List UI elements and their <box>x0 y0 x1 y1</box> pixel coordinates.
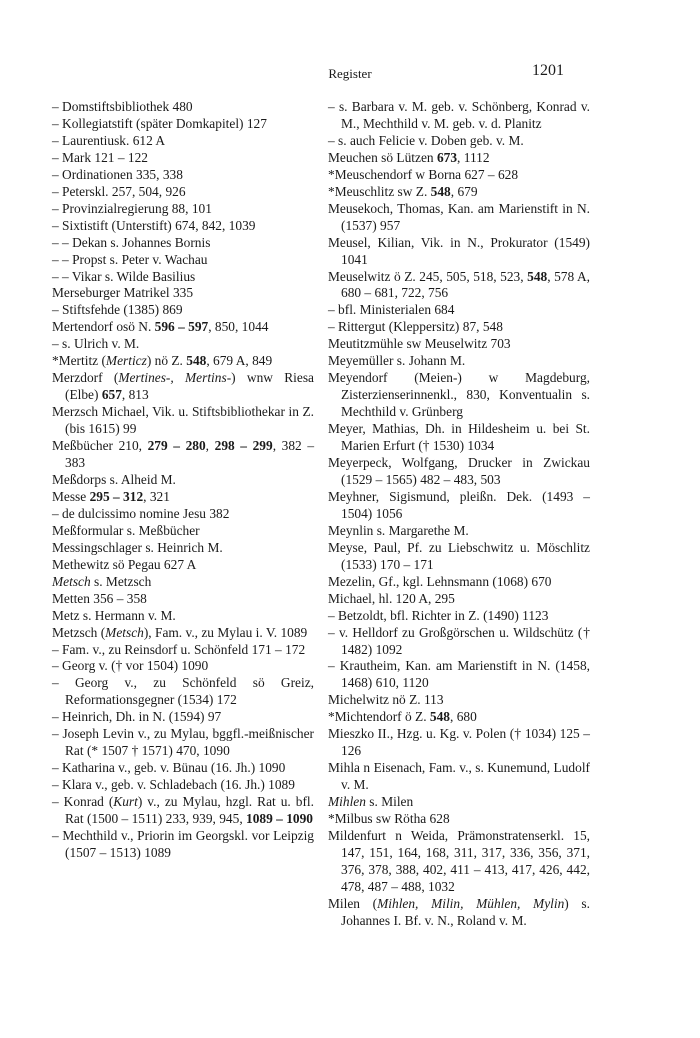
index-entry-text: – Heinrich, Dh. in N. (1594) 97 <box>52 709 222 725</box>
index-entry <box>52 726 314 760</box>
index-entry <box>52 658 314 675</box>
index-entry-text: Mezelin, Gf., kgl. Lehnsmann (1068) 670 <box>328 573 552 589</box>
index-entry-text: – Peterskl. 257, 504, 926 <box>52 183 186 199</box>
index-entry-text: – Klara v., geb. v. Schladebach (16. Jh.) 1089 <box>52 777 295 793</box>
index-entry-text: – Domstiftsbibliothek 480 <box>52 99 193 114</box>
index-entry-text: – Betzoldt, bfl. Richter in Z. (1490) 1123 <box>328 607 549 623</box>
index-entry <box>328 574 590 591</box>
page-number: 1201 <box>532 62 564 79</box>
index-column-right <box>328 99 590 930</box>
index-entry-text: Mihla n Eisenach, Fam. v., s. Kunemund, Ludolf v. M. <box>328 760 590 793</box>
index-entry-text: , 680 <box>450 709 477 725</box>
index-entry <box>328 184 590 201</box>
index-entry-text: Meyer, Mathias, Dh. in Hildesheim u. bei St. Marien Erfurt († 1530) 1034 <box>328 421 590 454</box>
index-entry <box>52 150 314 167</box>
index-entry-text: Metz s. Hermann v. M. <box>52 607 176 623</box>
index-column-left <box>52 99 314 862</box>
index-entry <box>52 319 314 336</box>
index-entry-text: – Laurentiusk. 612 A <box>52 132 166 148</box>
index-entry-text: Metsch <box>105 624 144 640</box>
index-entry <box>52 184 314 201</box>
index-entry-text: – – Dekan s. Johannes Bornis <box>52 234 211 250</box>
index-entry <box>328 370 590 421</box>
index-entry-text: – Georg v. († vor 1504) 1090 <box>52 658 209 674</box>
index-entry <box>52 285 314 302</box>
index-entry-text: Meuchen sö Lützen <box>328 149 437 165</box>
index-entry <box>52 336 314 353</box>
index-entry-text: Mertendorf osö N. <box>52 319 155 335</box>
index-entry-text: *Meuschendorf w Borna 627 – 628 <box>328 166 519 182</box>
index-entry <box>52 591 314 608</box>
index-entry <box>328 269 590 303</box>
index-entry-text: Meuselwitz ö Z. 245, 505, 518, 523, <box>328 268 528 284</box>
index-entry-text: Meynlin s. Margarethe M. <box>328 522 469 538</box>
index-entry <box>328 625 590 659</box>
index-entry-text: Meßformular s. Meßbücher <box>52 522 200 538</box>
index-entry <box>52 777 314 794</box>
index-entry-text: Kurt <box>113 794 138 810</box>
index-entry-text: Meyendorf (Meien-) w Magdeburg, Zisterzienserinnenkl., 830, Konventualin s. Mechthild v. Grünberg <box>328 370 590 420</box>
index-entry <box>328 235 590 269</box>
index-entry <box>52 675 314 709</box>
index-entry-text: 548 <box>527 268 548 284</box>
index-entry <box>328 201 590 235</box>
index-entry-text: 548 <box>186 353 207 369</box>
index-entry-text: Mihlen, Milin, Mühlen, Mylin <box>377 895 565 911</box>
index-entry <box>328 726 590 760</box>
index-entry <box>52 794 314 828</box>
index-entry-text: , 578 A, 680 – 681, 722, 756 <box>341 268 590 301</box>
index-entry-text: Merzdorf ( <box>52 370 119 386</box>
index-entry <box>52 252 314 269</box>
index-entry <box>328 608 590 625</box>
index-entry <box>52 99 314 116</box>
index-entry <box>52 574 314 591</box>
index-entry <box>328 133 590 150</box>
index-entry-text: Mildenfurt n Weida, Prämonstratenserkl. 15, 147, 151, 164, 168, 311, 317, 336, 356, 371, 376, 378, 388, 402, 411 – 413, 417, 426, 442, 478, 487 – 488, 1032 <box>328 827 590 894</box>
index-entry-text: – Provinzialregierung 88, 101 <box>52 200 212 216</box>
index-entry <box>328 99 590 133</box>
index-entry-text: – s. Barbara v. M. geb. v. Schönberg, Konrad v. M., Mechthild v. M. geb. v. d. Planitz <box>328 99 590 131</box>
index-entry-text: – Katharina v., geb. v. Bünau (16. Jh.) 1090 <box>52 760 286 776</box>
index-entry-text: – Georg v., zu Schönfeld sö Greiz, Reformationsgegner (1534) 172 <box>52 675 314 708</box>
index-entry-text: ) s. Johannes I. Bf. v. N., Roland v. M. <box>341 895 590 928</box>
index-entry-text: Merticz <box>105 353 147 369</box>
index-entry-text: , 850, 1044 <box>208 319 269 335</box>
index-entry-text: 295 – 312 <box>89 488 144 504</box>
index-entry-text: Meutitzmühle sw Meuselwitz 703 <box>328 336 511 352</box>
index-entry-text: 1089 – 1090 <box>246 811 313 827</box>
index-entry-text: – bfl. Ministerialen 684 <box>328 302 455 318</box>
index-entry-text: Methewitz sö Pegau 627 A <box>52 556 197 572</box>
index-entry-text: Michelwitz nö Z. 113 <box>328 692 444 708</box>
index-entry-text: , 1112 <box>457 149 490 165</box>
index-entry <box>52 489 314 506</box>
index-entry-text: s. Milen <box>365 794 414 810</box>
index-entry-text: Meusel, Kilian, Vik. in N., Prokurator (1549) 1041 <box>328 234 590 267</box>
index-entry-text: – Sixtistift (Unterstift) 674, 842, 1039 <box>52 217 256 233</box>
index-entry-text: Meßdorps s. Alheid M. <box>52 471 176 487</box>
index-entry-text: Mihlen <box>328 794 366 810</box>
index-entry-text: – Mechthild v., Priorin im Georgskl. vor Leipzig (1507 – 1513) 1089 <box>52 827 314 860</box>
index-entry <box>52 506 314 523</box>
index-entry-text: Metsch <box>52 573 91 589</box>
index-entry <box>328 658 590 692</box>
index-entry-text: – Mark 121 – 122 <box>52 149 148 165</box>
index-entry-text: Meyemüller s. Johann M. <box>328 353 466 369</box>
index-entry-text: , 679 <box>450 183 478 199</box>
index-entry-text: , 321 <box>143 488 170 504</box>
index-entry <box>52 235 314 252</box>
index-entry <box>52 370 314 404</box>
index-entry <box>328 828 590 896</box>
index-entry <box>52 116 314 133</box>
index-entry-text: – Ordinationen 335, 338 <box>52 166 183 182</box>
index-entry <box>328 709 590 726</box>
index-entry <box>328 353 590 370</box>
index-entry-text: 596 – 597 <box>154 319 209 335</box>
index-entry-text: Merseburger Matrikel 335 <box>52 285 194 301</box>
index-entry-text: – Kollegiatstift (später Domkapitel) 127 <box>52 115 267 131</box>
index-entry-text: ) v., zu Mylau, hzgl. Rat u. bfl. Rat (1500 – 1511) 233, 939, 945, <box>65 794 314 827</box>
index-entry <box>328 167 590 184</box>
index-entry <box>52 167 314 184</box>
index-entry <box>328 150 590 167</box>
index-entry <box>52 472 314 489</box>
index-entry <box>52 404 314 438</box>
index-entry <box>52 302 314 319</box>
index-entry <box>52 828 314 862</box>
index-entry-text: Messingschlager s. Heinrich M. <box>52 539 223 555</box>
index-entry <box>52 642 314 659</box>
index-entry <box>52 269 314 286</box>
index-entry-text: – Joseph Levin v., zu Mylau, bggfl.-meißnischer Rat (* 1507 † 1571) 470, 1090 <box>52 726 314 759</box>
index-entry <box>328 811 590 828</box>
index-entry-text: – v. Helldorf zu Großgörschen u. Wildschütz († 1482) 1092 <box>328 624 590 657</box>
index-entry <box>328 692 590 709</box>
index-entry-text: Messe <box>52 488 90 504</box>
index-entry-text: *Meuschlitz sw Z. <box>328 183 431 199</box>
index-entry-text: Meyhner, Sigismund, pleißn. Dek. (1493 – 1504) 1056 <box>328 488 590 521</box>
index-entry <box>328 591 590 608</box>
index-entry <box>52 608 314 625</box>
index-entry <box>52 353 314 370</box>
index-entry-text: , 813 <box>121 387 149 403</box>
index-entry-text: Metzsch ( <box>52 624 106 640</box>
index-entry <box>52 218 314 235</box>
index-entry <box>328 455 590 489</box>
index-entry-text: Metten 356 – 358 <box>52 590 147 606</box>
index-entry-text: – s. Ulrich v. M. <box>52 336 140 352</box>
index-entry-text: ), Fam. v., zu Mylau i. V. 1089 <box>143 624 308 640</box>
index-entry-text: *Michtendorf ö Z. <box>328 709 430 725</box>
index-entry-text: 298 – 299 <box>214 438 273 454</box>
index-entry-text: – – Propst s. Peter v. Wachau <box>52 251 208 267</box>
index-entry-text: s. Metzsch <box>90 573 152 589</box>
index-entry-text: ) nö Z. <box>146 353 187 369</box>
index-entry <box>328 421 590 455</box>
index-entry-text: , 382 – 383 <box>65 438 315 471</box>
index-entry-text: Meßbücher 210, <box>52 438 148 454</box>
index-entry-text: Mieszko II., Hzg. u. Kg. v. Polen († 1034) 125 – 126 <box>328 726 590 759</box>
index-entry <box>328 489 590 523</box>
index-entry-text: Merzsch Michael, Vik. u. Stiftsbibliothekar in Z. (bis 1615) 99 <box>52 404 314 437</box>
index-entry <box>52 201 314 218</box>
index-entry <box>328 896 590 930</box>
index-entry-text: Mertines-, Mertins- <box>118 370 232 386</box>
index-entry <box>52 557 314 574</box>
index-entry <box>52 133 314 150</box>
index-entry-text: 548 <box>430 183 451 199</box>
index-entry-text: Meyerpeck, Wolfgang, Drucker in Zwickau (1529 – 1565) 482 – 483, 503 <box>328 455 590 487</box>
index-entry-text: 673 <box>436 149 458 165</box>
index-entry-text: ) wnw Riesa (Elbe) <box>65 370 314 403</box>
index-entry-text: 279 – 280 <box>147 438 206 454</box>
index-entry-text: – s. auch Felicie v. Doben geb. v. M. <box>328 132 524 148</box>
index-entry-text: *Mertitz ( <box>52 353 106 369</box>
index-entry <box>52 438 314 472</box>
index-entry <box>52 523 314 540</box>
index-entry-text: – de dulcissimo nomine Jesu 382 <box>52 505 230 521</box>
index-entry-text: Milen ( <box>328 895 378 911</box>
index-entry-text: – Rittergut (Kleppersitz) 87, 548 <box>328 319 503 335</box>
index-entry-text: – – Vikar s. Wilde Basilius <box>52 268 196 284</box>
index-entry-text: 548 <box>429 709 450 725</box>
index-entry-text: , 679 A, 849 <box>206 353 273 369</box>
index-entry-text: – Konrad ( <box>52 794 114 810</box>
index-entry-text: *Milbus sw Rötha 628 <box>328 811 450 827</box>
index-entry-text: 657 <box>101 387 122 403</box>
page-header-title: Register <box>328 66 372 81</box>
index-entry-text: Michael, hl. 120 A, 295 <box>328 590 455 606</box>
index-entry-text: – Krautheim, Kan. am Marienstift in N. (1458, 1468) 610, 1120 <box>328 658 590 691</box>
index-entry <box>328 540 590 574</box>
index-entry <box>328 523 590 540</box>
index-entry <box>52 709 314 726</box>
index-entry-text: , <box>205 438 215 454</box>
index-entry-text: – Fam. v., zu Reinsdorf u. Schönfeld 171 – 172 <box>52 641 306 657</box>
index-entry <box>328 794 590 811</box>
index-entry <box>52 760 314 777</box>
index-entry <box>328 760 590 794</box>
index-entry <box>52 540 314 557</box>
index-entry-text: Meyse, Paul, Pf. zu Liebschwitz u. Möschlitz (1533) 170 – 171 <box>328 539 590 572</box>
index-entry-text: Meusekoch, Thomas, Kan. am Marienstift in N. (1537) 957 <box>328 200 590 233</box>
index-entry-text: – Stiftsfehde (1385) 869 <box>52 302 183 318</box>
index-entry <box>328 302 590 319</box>
index-entry <box>328 319 590 336</box>
index-entry <box>52 625 314 642</box>
index-entry <box>328 336 590 353</box>
